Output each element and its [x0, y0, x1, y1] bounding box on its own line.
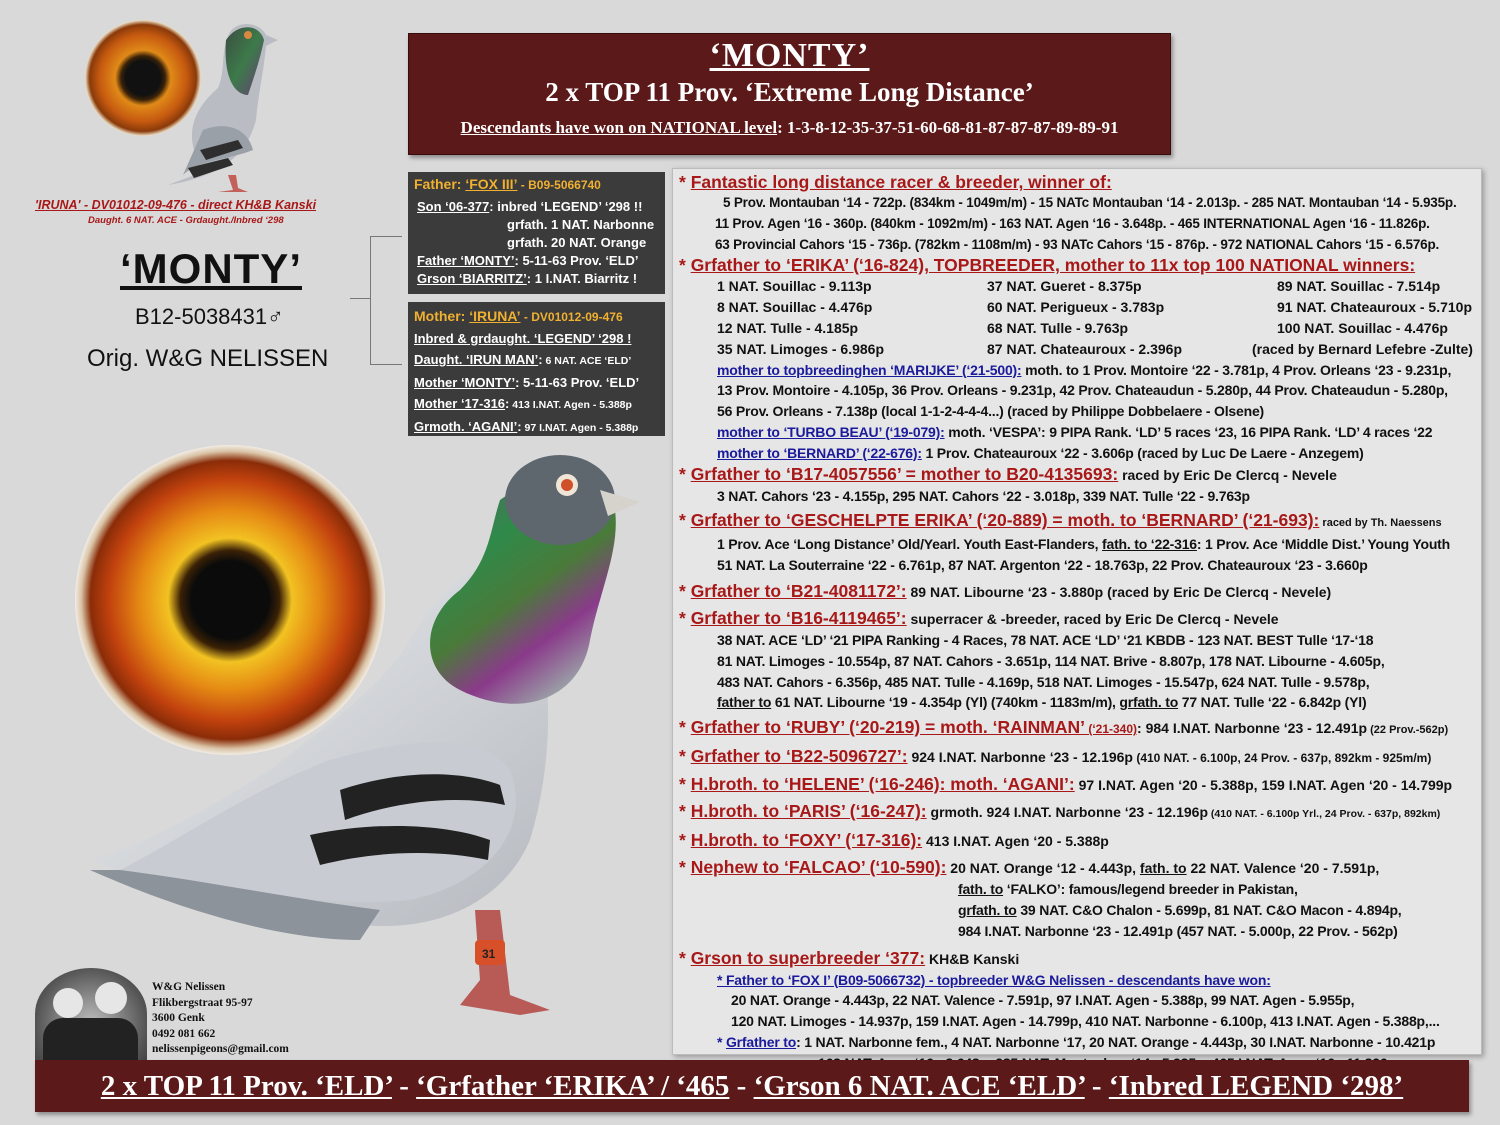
grid-cell: 60 NAT. Perigueux - 3.783p: [987, 299, 1165, 316]
father-box: [408, 172, 665, 294]
result-line: 51 NAT. La Souterraine ‘22 - 6.761p, 87 NAT. Argenton ‘22 - 18.763p, 22 Prov. Chateauroux ‘23 - 3.660p: [717, 557, 1368, 574]
result-line: 81 NAT. Limoges - 10.554p, 87 NAT. Cahors - 3.651p, 114 NAT. Brive - 8.807p, 178 NAT. Libourne - 4.605p,: [717, 652, 1385, 669]
result-line: 11 Prov. Agen ‘16 - 360p. (840km - 1092m/m) - 163 NAT. Agen ‘16 - 3.648p. - 465 INTERNATIONAL Agen ‘16 - 11.826p.: [715, 215, 1430, 231]
father-ring: - B09-5066740: [517, 178, 601, 192]
grid-cell: 8 NAT. Souillac - 4.476p: [717, 299, 873, 316]
grid-cell: 37 NAT. Gueret - 8.375p: [987, 278, 1142, 295]
person-silhouette: [53, 988, 83, 1018]
result-line: 20 NAT. Orange - 4.443p, 22 NAT. Valence - 7.591p, 97 I.NAT. Agen - 5.388p, 99 NAT. Agen - 5.955p,: [731, 992, 1355, 1009]
result-line: 5 Prov. Montauban ‘14 - 722p. (834km - 1049m/m) - 15 NATc Montauban ‘14 - 2.013p. - 285 NAT. Montauban ‘14 - 5.935p.: [723, 195, 1457, 210]
contact-email[interactable]: nelissenpigeons@gmail.com: [152, 1043, 289, 1055]
grid-cell: 35 NAT. Limoges - 6.986p: [717, 340, 885, 357]
mother-name: ‘IRUNA’: [469, 308, 521, 324]
results-panel: [672, 168, 1482, 1055]
pedigree-connector-bottom: [370, 364, 402, 365]
result-subheading: * Father to ‘FOX I’ (B09-5066732) - topbreeder W&G Nelissen - descendants have won:: [717, 971, 1271, 988]
mother-line: Daught. ‘IRUN MAN’: 6 NAT. ACE ‘ELD’: [414, 352, 632, 367]
result-line: 1 Prov. Ace ‘Long Distance’ Old/Yearl. Youth East-Flanders, fath. to ‘22-316: 1 Prov. Ace ‘Middle Dist.’ Young Youth: [717, 536, 1450, 553]
pigeon-ring: [135, 304, 284, 330]
result-line: 483 NAT. Cahors - 6.356p, 485 NAT. Tulle - 4.169p, 518 NAT. Limoges - 15.547p, 624 NAT. Tulle - 9.578p,: [717, 673, 1370, 690]
result-line: 984 I.NAT. Narbonne ‘23 - 12.491p (457 NAT. - 5.000p, 22 Prov. - 562p): [958, 922, 1398, 939]
national-values: : 1-3-8-12-35-37-51-60-68-81-87-87-87-89-89-91: [777, 118, 1119, 137]
pigeon-ring-number: B12-5038431: [135, 304, 268, 329]
section-heading: * H.broth. to ‘HELENE’ (‘16-246): moth. ‘AGANI’: 97 I.NAT. Agen ‘20 - 5.388p, 159 I.NAT. Agen ‘20 - 14.799p: [679, 774, 1453, 795]
result-line: * Grfather to: 1 NAT. Narbonne fem., 4 NAT. Narbonne ‘17, 20 NAT. Orange - 4.443p, 30 I.NAT. Narbonne - 10.421p: [717, 1033, 1436, 1050]
footer-banner: 2 x TOP 11 Prov. ‘ELD’ - ‘Grfather ‘ERIKA’ / ‘465 - ‘Grson 6 NAT. ACE ‘ELD’ - ‘Inbred LEGEND ‘298’: [35, 1060, 1469, 1112]
result-line: mother to ‘TURBO BEAU’ (‘19-079): moth. ‘VESPA’: 9 PIPA Rank. ‘LD’ 5 races ‘23, 16 PIPA Rank. ‘LD’ 4 races ‘22: [717, 423, 1433, 440]
result-line: 3 NAT. Cahors ‘23 - 4.155p, 295 NAT. Cahors ‘22 - 3.018p, 339 NAT. Tulle ‘22 - 9.763p: [717, 487, 1250, 504]
erika-results-grid: [673, 276, 1481, 359]
footer-item: ‘Grson 6 NAT. ACE ‘ELD’: [753, 1070, 1085, 1102]
section-heading: * H.broth. to ‘PARIS’ (‘16-247): grmoth. 924 I.NAT. Narbonne ‘23 - 12.196p (410 NAT. - 6.100p Yrl., 24 Prov. - 637p, 892km): [679, 801, 1441, 822]
father-title: Father: ‘FOX III’ - B09-5066740: [414, 176, 601, 192]
result-line: 63 Provincial Cahors ‘15 - 736p. (782km - 1108m/m) - 93 NATc Cahors ‘15 - 876p. - 972 NATIONAL Cahors ‘15 - 6.576p.: [715, 236, 1440, 252]
leg-ring-number: 31: [482, 947, 496, 961]
result-line: fath. to ‘FALKO’: famous/legend breeder in Pakistan,: [958, 881, 1298, 898]
result-line: mother to ‘BERNARD’ (‘22-676): 1 Prov. Chateauroux ‘22 - 3.606p (raced by Luc De Laere - Anzegem): [717, 444, 1364, 461]
person-silhouette: [95, 982, 127, 1014]
result-line: 120 NAT. Limoges - 14.937p, 159 I.NAT. Agen - 14.799p, 410 NAT. Narbonne - 6.100p, 413 I.NAT. Agen - 5.388p,...: [731, 1013, 1440, 1030]
mother-box: [408, 302, 665, 436]
contact-city: 3600 Genk: [152, 1012, 205, 1024]
mother-line: Inbred & grdaught. ‘LEGEND’ ‘298 !: [414, 331, 632, 346]
grid-cell: 100 NAT. Souillac - 4.476p: [1277, 319, 1448, 336]
mother-line: Grmoth. ‘AGANI’: 97 I.NAT. Agen - 5.388p: [414, 419, 639, 434]
mother-line: Mother ‘17-316: 413 I.NAT. Agen - 5.388p: [414, 396, 632, 411]
mother-ring: - DV01012-09-476: [520, 310, 623, 324]
title-banner: [408, 33, 1171, 155]
monty-eye-and-pigeon-illustration: [80, 440, 670, 1040]
grid-cell: (raced by Bernard Lefebre -Zulte): [1252, 340, 1473, 357]
footer-item: ‘Grfather ‘ERIKA’ / ‘465: [416, 1070, 730, 1102]
pedigree-connector-top: [370, 236, 402, 237]
national-label: Descendants have won on NATIONAL level: [460, 118, 778, 137]
grid-cell: 91 NAT. Chateauroux - 5.710p: [1277, 299, 1473, 316]
footer-item: 2 x TOP 11 Prov. ‘ELD’: [100, 1070, 392, 1102]
section-heading: * Grson to superbreeder ‘377: KH&B Kanski: [679, 947, 1020, 968]
contact-block: [152, 980, 289, 1058]
iruna-subcaption: Daught. 6 NAT. ACE - Grdaught./Inbred ‘298: [88, 215, 284, 226]
section-heading: * Grfather to ‘B17-4057556’ = mother to B20-4135693: raced by Eric De Clercq - Nevele: [679, 463, 1337, 484]
father-line: grfath. 1 NAT. Narbonne: [507, 217, 655, 232]
father-name: ‘FOX III’: [465, 176, 518, 192]
section-heading: * Fantastic long distance racer & breeder, winner of:: [679, 172, 1112, 192]
pigeon-origin: Orig. W&G NELISSEN: [87, 345, 329, 372]
iruna-eye-and-pigeon-illustration: [88, 10, 288, 200]
section-heading: * Grfather to ‘B21-4081172’: 89 NAT. Libourne ‘23 - 3.880p (raced by Eric De Clercq - Nevele): [679, 580, 1332, 601]
result-line: mother to topbreedinghen ‘MARIJKE’ (‘21-500): moth. to 1 Prov. Montoire ‘22 - 3.781p, 4 Prov. Orleans ‘23 - 9.231p,: [717, 361, 1452, 378]
father-line: Son ‘06-377: inbred ‘LEGEND’ ‘298 !!: [417, 199, 643, 214]
grid-cell: 89 NAT. Souillac - 7.514p: [1277, 278, 1441, 295]
section-heading: * Grfather to ‘B16-4119465’: superracer & -breeder, raced by Eric De Clercq - Nevele: [679, 607, 1279, 628]
pedigree-connector: [350, 298, 370, 299]
father-line: grfath. 20 NAT. Orange: [507, 235, 647, 250]
mother-line: Mother ‘MONTY’: 5-11-63 Prov. ‘ELD’: [414, 375, 640, 390]
father-line: Grson ‘BIARRITZ’: 1 I.NAT. Biarritz !: [417, 271, 638, 286]
section-heading: * Grfather to ‘B22-5096727’: 924 I.NAT. Narbonne ‘23 - 12.196p (410 NAT. - 6.100p, 24 Prov. - 637p, 892km - 925m/m): [679, 746, 1432, 767]
result-line: 13 Prov. Montoire - 4.105p, 36 Prov. Orleans - 9.231p, 42 Prov. Chateaudun - 5.280p, 44 Prov. Chateaudun - 5.280p,: [717, 382, 1448, 399]
contact-phone: 0492 081 662: [152, 1027, 216, 1040]
iruna-caption: 'IRUNA' - DV01012-09-476 - direct KH&B Kanski: [35, 198, 317, 212]
result-line: father to 61 NAT. Libourne ‘19 - 4.354p (Yl) (740km - 1183m/m), grfath. to 77 NAT. Tulle ‘22 - 6.842p (Yl): [717, 694, 1367, 711]
result-line: 38 NAT. ACE ‘LD’ ‘21 PIPA Ranking - 4 Races, 78 NAT. ACE ‘LD’ ‘21 KBDB - 123 NAT. BEST Tulle ‘17-‘18: [717, 631, 1374, 648]
contact-street: Flikbergstraat 95-97: [152, 996, 253, 1009]
grid-cell: 1 NAT. Souillac - 9.113p: [717, 278, 872, 295]
grid-cell: 87 NAT. Chateauroux - 2.396p: [987, 340, 1183, 357]
banner-name: ‘MONTY’: [709, 37, 870, 74]
section-heading: * H.broth. to ‘FOXY’ (‘17-316): 413 I.NAT. Agen ‘20 - 5.388p: [679, 830, 1109, 851]
section-heading: * Grfather to ‘ERIKA’ (‘16-824), TOPBREEDER, mother to 11x top 100 NATIONAL winners:: [679, 255, 1416, 276]
grid-cell: 68 NAT. Tulle - 9.763p: [987, 319, 1129, 336]
pedigree-connector-vertical: [370, 236, 371, 364]
section-heading: * Grfather to ‘GESCHELPTE ERIKA’ (‘20-889) = moth. to ‘BERNARD’ (‘21-693): raced by Th. Naessens: [679, 510, 1442, 531]
father-line: Father ‘MONTY’: 5-11-63 Prov. ‘ELD’: [417, 253, 639, 268]
section-heading: * Grfather to ‘RUBY’ (‘20-219) = moth. ‘RAINMAN’ (‘21-340): 984 I.NAT. Narbonne ‘23 - 12.491p (22 Prov.-562p): [679, 717, 1449, 738]
owners-photo: [35, 968, 147, 1060]
grid-cell: 12 NAT. Tulle - 4.185p: [717, 319, 859, 336]
result-line: grfath. to 39 NAT. C&O Chalon - 5.699p, 81 NAT. C&O Macon - 4.894p,: [958, 901, 1402, 918]
section-heading: * Nephew to ‘FALCAO’ (‘10-590): 20 NAT. Orange ‘12 - 4.443p, fath. to 22 NAT. Valence ‘20 - 7.591p,: [679, 857, 1380, 878]
footer-item: ‘Inbred LEGEND ‘298’: [1108, 1070, 1404, 1102]
pigeon-name: ‘MONTY’: [120, 245, 302, 292]
male-icon: ♂: [267, 304, 284, 329]
result-line: 56 Prov. Orleans - 7.138p (local 1-1-2-4-4-4...) (raced by Philippe Dobbelaere - Olsene): [717, 403, 1265, 420]
banner-national-results: [409, 118, 1170, 138]
banner-subtitle: 2 x TOP 11 Prov. ‘Extreme Long Distance’: [545, 77, 1034, 107]
contact-name: W&G Nelissen: [152, 981, 226, 993]
mother-title: Mother: ‘IRUNA’ - DV01012-09-476: [414, 308, 623, 324]
